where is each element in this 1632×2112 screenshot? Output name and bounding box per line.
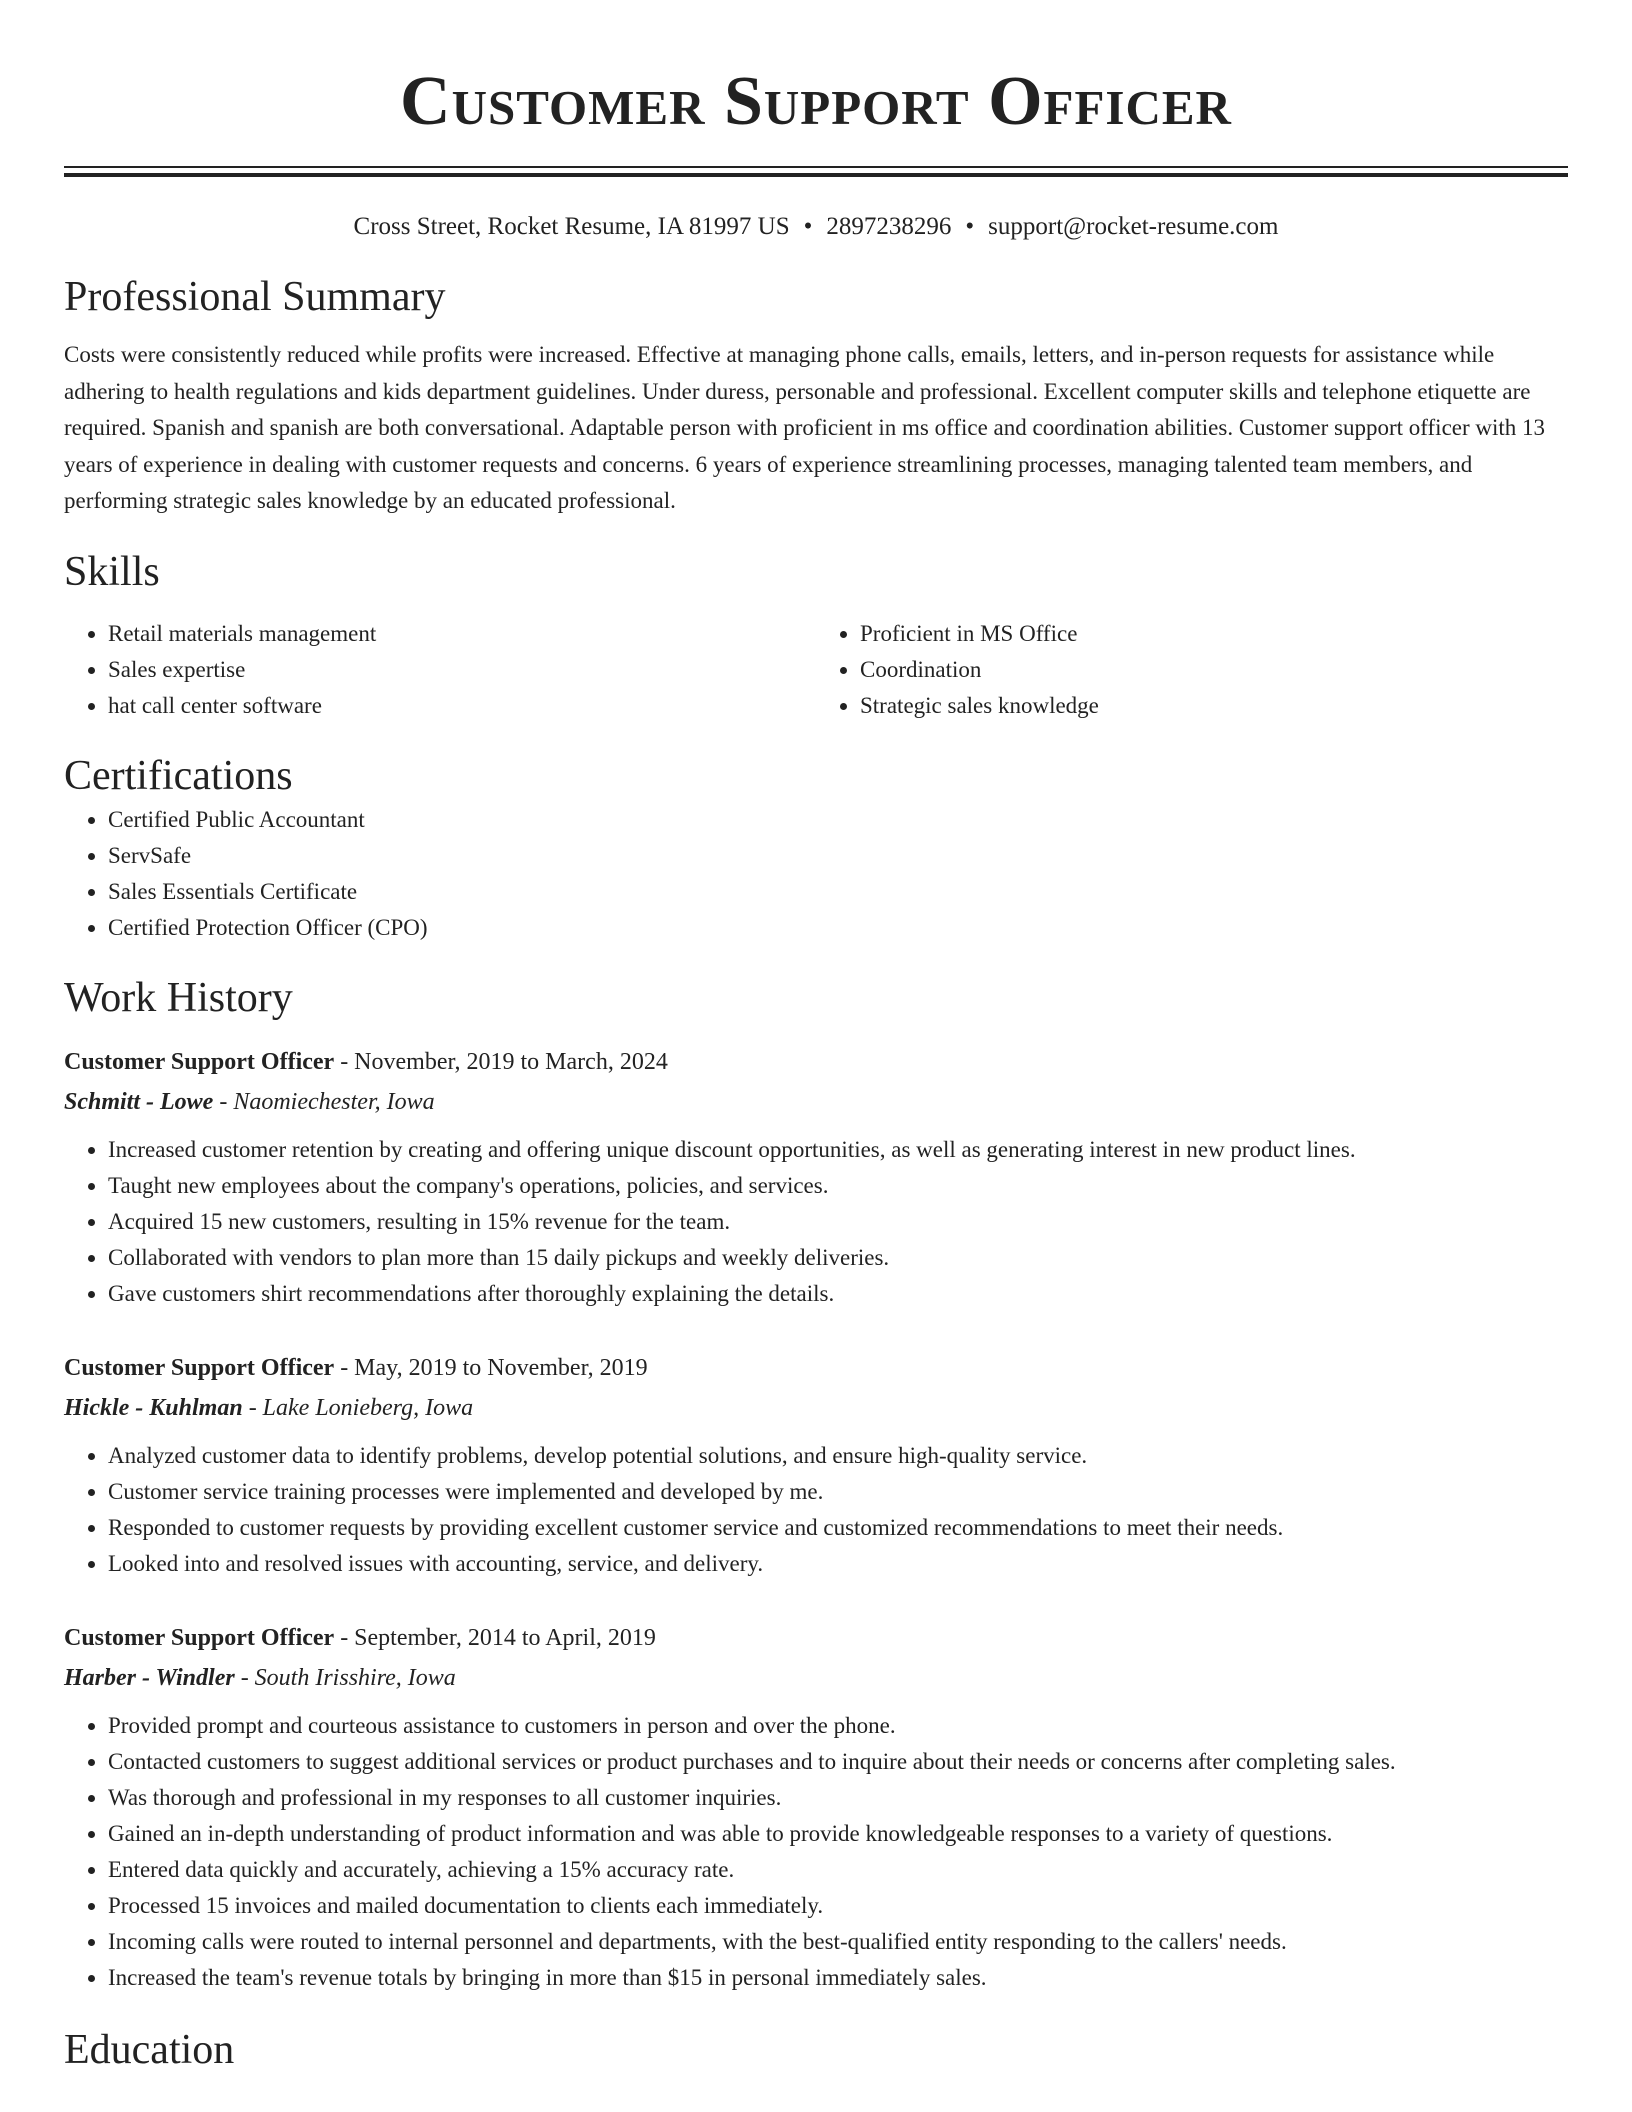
skills-list-left <box>64 616 816 724</box>
job-bullet: • Gained an in-depth understanding of product information and was able to provide knowledgeable responses to a variety of questions. <box>108 1816 1568 1852</box>
job-title-line <box>64 1042 1568 1082</box>
company-line <box>64 1388 1568 1428</box>
job-title: Customer Support Officer <box>64 1354 335 1381</box>
contact-separator: • <box>965 213 975 240</box>
job-entry <box>64 1618 1568 1996</box>
job-bullets <box>64 1438 1568 1582</box>
contact-email: support@rocket-resume.com <box>988 213 1279 240</box>
skill-item: • Retail materials management <box>108 616 816 652</box>
certifications-list <box>64 802 1568 946</box>
job-bullet: • Contacted customers to suggest additional services or product purchases and to inquire about their needs or concerns after completing sales. <box>108 1744 1568 1780</box>
skill-item: • Proficient in MS Office <box>860 616 1568 652</box>
job-bullet: • Customer service training processes were implemented and developed by me. <box>108 1474 1568 1510</box>
job-bullet: • Responded to customer requests by providing excellent customer service and customized recommendations to meet their needs. <box>108 1510 1568 1546</box>
job-bullet: • Entered data quickly and accurately, achieving a 15% accuracy rate. <box>108 1852 1568 1888</box>
skills-heading: Skills <box>64 548 160 595</box>
certification-item: • Sales Essentials Certificate <box>108 874 1568 910</box>
job-bullet: • Acquired 15 new customers, resulting in 15% revenue for the team. <box>108 1204 1568 1240</box>
skill-item: • hat call center software <box>108 688 816 724</box>
company-line <box>64 1082 1568 1122</box>
job-bullet: • Collaborated with vendors to plan more than 15 daily pickups and weekly deliveries. <box>108 1240 1568 1276</box>
job-entry <box>64 1348 1568 1582</box>
work-history-heading: Work History <box>64 974 293 1021</box>
job-dates: - May, 2019 to November, 2019 <box>334 1354 648 1381</box>
company-line <box>64 1658 1568 1698</box>
job-bullet: • Incoming calls were routed to internal personnel and departments, with the best-qualified entity responding to the callers' needs. <box>108 1924 1568 1960</box>
job-bullet: • Processed 15 invoices and mailed documentation to clients each immediately. <box>108 1888 1568 1924</box>
job-bullet: • Taught new employees about the company's operations, policies, and services. <box>108 1168 1568 1204</box>
resume-title: Customer Support Officer <box>400 63 1232 140</box>
job-bullet: • Gave customers shirt recommendations after thoroughly explaining the details. <box>108 1276 1568 1312</box>
job-bullet: • Was thorough and professional in my responses to all customer inquiries. <box>108 1780 1568 1816</box>
job-bullet: • Provided prompt and courteous assistance to customers in person and over the phone. <box>108 1708 1568 1744</box>
company-location: - South Irisshire, Iowa <box>234 1664 456 1691</box>
title-divider <box>64 166 1568 177</box>
summary-heading: Professional Summary <box>64 274 446 320</box>
job-bullet: • Analyzed customer data to identify problems, develop potential solutions, and ensure high-quality service. <box>108 1438 1568 1474</box>
education-heading: Education <box>64 2026 235 2073</box>
contact-phone: 2897238296 <box>826 213 952 240</box>
job-title: Customer Support Officer <box>64 1624 335 1651</box>
skills-columns <box>64 616 1568 724</box>
contact-separator: • <box>803 213 813 240</box>
certifications-heading: Certifications <box>64 752 293 799</box>
job-bullet: • Increased the team's revenue totals by bringing in more than $15 in personal immediately sales. <box>108 1960 1568 1996</box>
job-title-line <box>64 1348 1568 1388</box>
company-name: Schmitt - Lowe <box>64 1088 214 1115</box>
skill-item: • Sales expertise <box>108 652 816 688</box>
certification-item: • ServSafe <box>108 838 1568 874</box>
job-entry <box>64 1042 1568 1312</box>
skill-item: • Coordination <box>860 652 1568 688</box>
company-location: - Lake Lonieberg, Iowa <box>242 1394 474 1421</box>
company-name: Harber - Windler <box>64 1664 235 1691</box>
contact-line <box>64 211 1568 243</box>
job-dates: - November, 2019 to March, 2024 <box>334 1048 668 1075</box>
job-title: Customer Support Officer <box>64 1048 335 1075</box>
job-bullets <box>64 1132 1568 1312</box>
job-title-line <box>64 1618 1568 1658</box>
certification-item: • Certified Public Accountant <box>108 802 1568 838</box>
skills-list-right <box>816 616 1568 724</box>
certification-item: • Certified Protection Officer (CPO) <box>108 910 1568 946</box>
skill-item: • Strategic sales knowledge <box>860 688 1568 724</box>
job-dates: - September, 2014 to April, 2019 <box>334 1624 656 1651</box>
company-name: Hickle - Kuhlman <box>64 1394 243 1421</box>
job-bullet: • Looked into and resolved issues with accounting, service, and delivery. <box>108 1546 1568 1582</box>
contact-address: Cross Street, Rocket Resume, IA 81997 US <box>353 213 790 240</box>
summary-text: Costs were consistently reduced while profits were increased. Effective at managing phone calls, emails, letters, and in-person requests for assistance while adhering to health regulations and kids department guidelines. Under duress, personable and professional. Excellent computer skills and telephone etiquette are required. Spanish and spanish are both conversational. Adaptable person with proficient in ms office and coordination abilities. Customer support officer with 13 years of experience in dealing with customer requests and concerns. 6 years of experience streamlining processes, managing talented team members, and performing strategic sales knowledge by an educated professional. <box>64 342 1546 513</box>
job-bullet: • Increased customer retention by creating and offering unique discount opportunities, as well as generating interest in new product lines. <box>108 1132 1568 1168</box>
job-bullets <box>64 1708 1568 1996</box>
company-location: - Naomiechester, Iowa <box>213 1088 435 1115</box>
